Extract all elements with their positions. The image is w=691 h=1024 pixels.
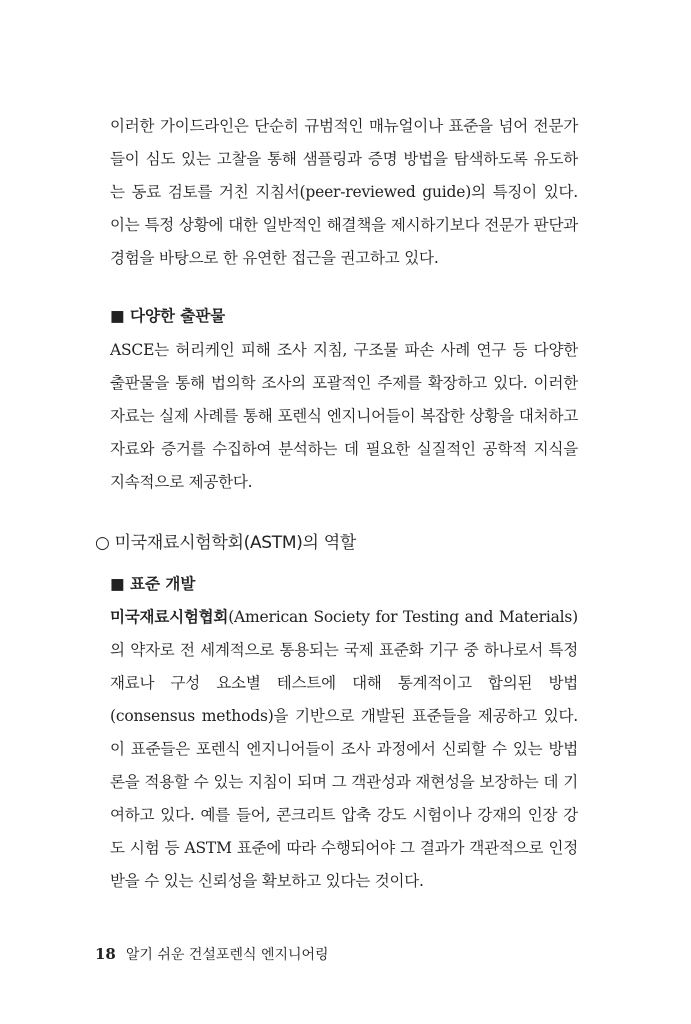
astm-name-bold: 미국재료시험협회 [110, 607, 229, 626]
book-title: 알기 쉬운 건설포렌식 엔지니어링 [125, 947, 329, 963]
paragraph-guidelines: 이러한 가이드라인은 단순히 규범적인 매뉴얼이나 표준을 넘어 전문가들이 심도 있는 고찰을 통해 샘플링과 증명 방법을 탐색하도록 유도하는 동료 검토를 거친 지침서(peer-reviewed guide)의 특징이 있다. 이는 특정 상황에 대한 일반적인 해결책을 제시하기보다 전문가 판단과 경험을 바탕으로 한 유연한 접근을 권고하고 있다. [110, 117, 578, 267]
section-title-astm: ○ 미국재료시험학회(ASTM)의 역할 [95, 533, 357, 553]
heading-standards: ■ 표준 개발 [110, 575, 196, 593]
page-footer [95, 944, 329, 964]
astm-description: (American Society for Testing and Materials)의 약자로 전 세계적으로 통용되는 국제 표준화 기구 중 하나로서 특정 재료나 구성 요소별 테스트에 대해 통계적이고 합의된 방법(consensus methods)을 기반으로 개발된 표준들을 제공하고 있다. 이 표준들은 포렌식 엔지니어들이 조사 과정에서 신뢰할 수 있는 방법론을 적용할 수 있는 지침이 되며 그 객관성과 재현성을 보장하는 데 기여하고 있다. 예를 들어, 콘크리트 압축 강도 시험이나 강재의 인장 강도 시험 등 ASTM 표준에 따라 수행되어야 그 결과가 객관적으로 인정받을 수 있는 신뢰성을 확보하고 있다는 것이다. [110, 608, 578, 890]
paragraph-astm [110, 600, 578, 898]
heading-publications: ■ 다양한 출판물 [110, 307, 226, 325]
paragraph-publications: ASCE는 허리케인 피해 조사 지침, 구조물 파손 사례 연구 등 다양한 출판물을 통해 법의학 조사의 포괄적인 주제를 확장하고 있다. 이러한 자료는 실제 사례를 통해 포렌식 엔지니어들이 복잡한 상황을 대처하고 자료와 증거를 수집하여 분석하는 데 필요한 실질적인 공학적 지식을 지속적으로 제공한다. [110, 341, 578, 491]
page-number: 18 [95, 945, 116, 963]
